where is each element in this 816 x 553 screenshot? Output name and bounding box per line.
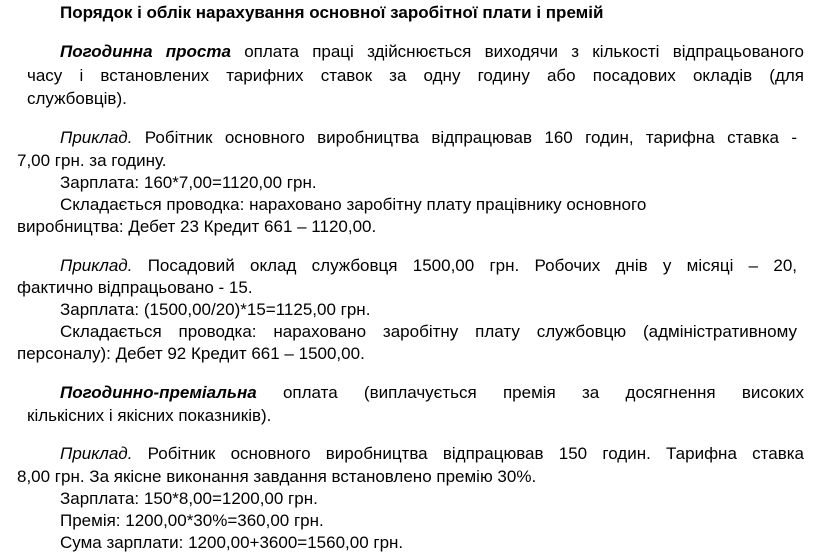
example2-line-1 [60,256,797,276]
hourly-simple-line-2: часу і встановлених тарифних ставок за одну годину або посадових окладів (для [27,66,804,85]
example2-text-1: Посадовий оклад службовця 1500,00 грн. Робочих днів у місяці – 20, [132,256,797,275]
example3-label: Приклад. [60,444,133,463]
example1-label: Приклад. [60,128,133,147]
example3-total: Сума зарплати: 1200,00+3600=1560,00 грн. [60,533,404,552]
example3-line-1 [60,444,804,464]
hourly-bonus-text-1: оплата (виплачується премія за досягнення високих [256,383,804,402]
example2-entry-line-2: персоналу): Дебет 92 Кредит 661 – 1500,00. [17,344,365,363]
example3-salary: Зарплата: 150*8,00=1200,00 грн. [60,489,318,508]
example3-line-2: 8,00 грн. За якісне виконання завдання встановлено премію 30%. [17,467,537,486]
document-title: Порядок і облік нарахування основної заробітної плати і премій [60,3,604,22]
hourly-simple-line-1 [60,42,804,62]
example1-text-1: Робітник основного виробництва відпрацював 160 годин, тарифна ставка - [132,128,797,147]
example1-entry-line-2: виробництва: Дебет 23 Кредит 661 – 1120,00. [17,217,377,236]
example1-salary: Зарплата: 160*7,00=1120,00 грн. [60,173,317,192]
example1-entry-line-1: Складається проводка: нараховано заробітну плату працівнику основного [60,195,647,214]
example1-line-1 [60,128,797,148]
example1-line-2: 7,00 грн. за годину. [17,151,167,170]
example2-salary: Зарплата: (1500,00/20)*15=1125,00 грн. [60,300,371,319]
example3-bonus: Премія: 1200,00*30%=360,00 грн. [60,511,324,530]
hourly-simple-text-1: оплата праці здійснюється виходячи з кількості відпрацьованого [230,42,804,61]
hourly-simple-term: Погодинна проста [60,42,231,61]
hourly-bonus-line-2: кількісних і якісних показників). [27,406,272,425]
example2-line-2: фактично відпрацьовано - 15. [17,278,253,297]
example3-text-1: Робітник основного виробництва відпрацював 150 годин. Тарифна ставка [132,444,804,463]
example2-label: Приклад. [60,256,133,275]
hourly-simple-line-3: службовців). [27,89,127,108]
hourly-bonus-term: Погодинно-преміальна [60,383,257,402]
hourly-bonus-line-1 [60,383,804,403]
example2-entry-line-1: Складається проводка: нараховано заробітну плату службовцю (адміністративному [60,322,797,341]
